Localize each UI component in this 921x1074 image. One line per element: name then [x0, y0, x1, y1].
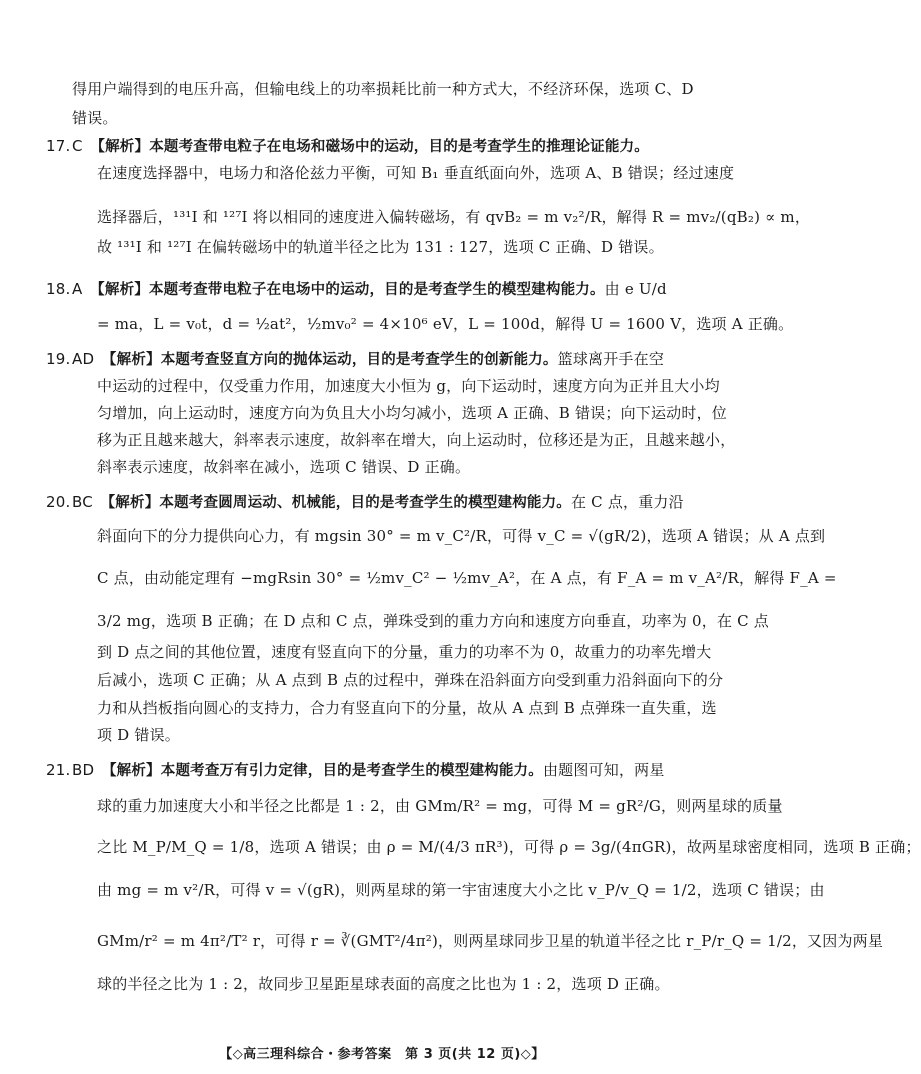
analysis-heading: 【解析】本题考查带电粒子在电场中的运动，目的是考查学生的模型建构能力。 [90, 282, 605, 298]
line-text: 在 C 点，重力沿 [571, 493, 684, 511]
text-line [97, 456, 707, 478]
text-line [97, 641, 712, 663]
question-19-header [46, 348, 707, 371]
line-text: 由 mg = m v²/R，可得 v = √(gR)，则两星球的第一宇宙速度大小之比 v_P/v_Q = 1/2，选项 C 错误；由 [97, 881, 825, 899]
line-text: 移为正且越来越大，斜率表示速度，故斜率在增大，向上运动时，位移还是为正，且越来越小， [97, 431, 736, 449]
line-text: 中运动的过程中，仅受重力作用，加速度大小恒为 g，向下运动时，速度方向为正并且大小均 [97, 377, 720, 395]
line-text: 篮球离开手在空 [557, 350, 665, 368]
line-text: 球的重力加速度大小和半径之比都是 1 : 2，由 GMm/R² = mg，可得 M = gR²/G，则两星球的质量 [97, 797, 783, 815]
line-text: 匀增加，向上运动时，速度方向为负且大小均匀减小，选项 A 正确、B 错误；向下运动时，位 [97, 404, 727, 422]
question-number: 21. [46, 761, 71, 779]
line-text: 后减小，选项 C 正确；从 A 点到 B 点的过程中，弹珠在沿斜面方向受到重力沿斜面向下的分 [97, 671, 724, 689]
text-line [97, 567, 837, 589]
question-17-header [46, 135, 707, 158]
text-line [97, 724, 707, 746]
line-text: 由题图可知，两星 [542, 761, 665, 779]
answer-letters: BD [72, 761, 95, 779]
line-text: 球的半径之比为 1 : 2，故同步卫星距星球表面的高度之比也为 1 : 2，选项 D 正确。 [97, 975, 670, 993]
text-line [97, 836, 921, 858]
line-text: 到 D 点之间的其他位置，速度有竖直向下的分量，重力的功率不为 0，故重力的功率先增大 [97, 643, 712, 661]
line-text: 项 D 错误。 [97, 726, 180, 744]
question-21-header [46, 759, 707, 782]
line-text: 斜率表示速度，故斜率在减小，选项 C 错误、D 正确。 [97, 458, 471, 476]
line-text: 力和从挡板指向圆心的支持力，合力有竖直向下的分量，故从 A 点到 B 点弹珠一直失重，选 [97, 699, 717, 717]
text-line [97, 313, 794, 335]
line-text: 故 ¹³¹I 和 ¹²⁷I 在偏转磁场中的轨道半径之比为 131 : 127，选项 C 正确、D 错误。 [97, 238, 664, 256]
question-18-header [46, 278, 707, 301]
text-line [97, 236, 707, 258]
answer-letters: AD [72, 350, 95, 368]
page-footer: 【◇高三理科综合・参考答案 第 3 页(共 12 页)◇】 [219, 1047, 545, 1062]
line-text: C 点，由动能定理有 −mgRsin 30° = ½mv_C² − ½mv_A²，在 A 点，有 F_A = m v_A²/R，解得 F_A = [97, 569, 837, 587]
text-line [97, 375, 720, 397]
question-number: 18. [46, 280, 71, 298]
text-line [72, 107, 707, 129]
line-text: 在速度选择器中，电场力和洛伦兹力平衡，可知 B₁ 垂直纸面向外，选项 A、B 错误；经过速度 [97, 164, 735, 182]
analysis-heading: 【解析】本题考查带电粒子在电场和磁场中的运动，目的是考查学生的推理论证能力。 [90, 139, 649, 155]
question-number: 19. [46, 350, 71, 368]
text-line [97, 973, 707, 995]
text-line [97, 525, 826, 547]
text-line [97, 206, 811, 228]
analysis-heading: 【解析】本题考查万有引力定律，目的是考查学生的模型建构能力。 [101, 763, 543, 779]
text-line [97, 669, 724, 691]
analysis-heading: 【解析】本题考查竖直方向的抛体运动，目的是考查学生的创新能力。 [101, 352, 558, 368]
answer-letters: C [72, 137, 83, 155]
text-line [97, 402, 727, 424]
text-line [72, 78, 707, 100]
line-text: 由 e U/d [604, 280, 667, 298]
line-text: 得用户端得到的电压升高，但输电线上的功率损耗比前一种方式大，不经济环保，选项 C、D [72, 80, 694, 98]
line-text: 3/2 mg，选项 B 正确；在 D 点和 C 点，弹珠受到的重力方向和速度方向垂直，功率为 0，在 C 点 [97, 612, 769, 630]
answer-letters: BC [72, 493, 93, 511]
line-text: 之比 M_P/M_Q = 1/8，选项 A 错误；由 ρ = M/(4/3 πR³)，可得 ρ = 3g/(4πGR)，故两星球密度相同，选项 B 正确； [97, 838, 921, 856]
text-line [97, 930, 884, 952]
line-text: GMm/r² = m 4π²/T² r，可得 r = ∛(GMT²/4π²)，则两星球同步卫星的轨道半径之比 r_P/r_Q = 1/2，又因为两星 [97, 932, 884, 950]
line-text: 斜面向下的分力提供向心力，有 mgsin 30° = m v_C²/R，可得 v_C = √(gR/2)，选项 A 错误；从 A 点到 [97, 527, 826, 545]
question-number: 20. [46, 493, 71, 511]
text-line [97, 697, 717, 719]
question-20-header [46, 491, 707, 514]
analysis-heading: 【解析】本题考查圆周运动、机械能，目的是考查学生的模型建构能力。 [100, 495, 572, 511]
text-line [97, 162, 735, 184]
line-text: 选择器后，¹³¹I 和 ¹²⁷I 将以相同的速度进入偏转磁场，有 qvB₂ = m v₂²/R，解得 R = mv₂/(qB₂) ∝ m， [97, 208, 811, 226]
answer-letters: A [72, 280, 83, 298]
text-line [97, 429, 736, 451]
line-text: 错误。 [72, 109, 118, 127]
text-line [97, 879, 825, 901]
text-line [97, 795, 783, 817]
text-line [97, 610, 769, 632]
line-text: = ma，L = v₀t，d = ½at²，½mv₀² = 4×10⁶ eV，L = 100d，解得 U = 1600 V，选项 A 正确。 [97, 315, 794, 333]
question-number: 17. [46, 137, 71, 155]
